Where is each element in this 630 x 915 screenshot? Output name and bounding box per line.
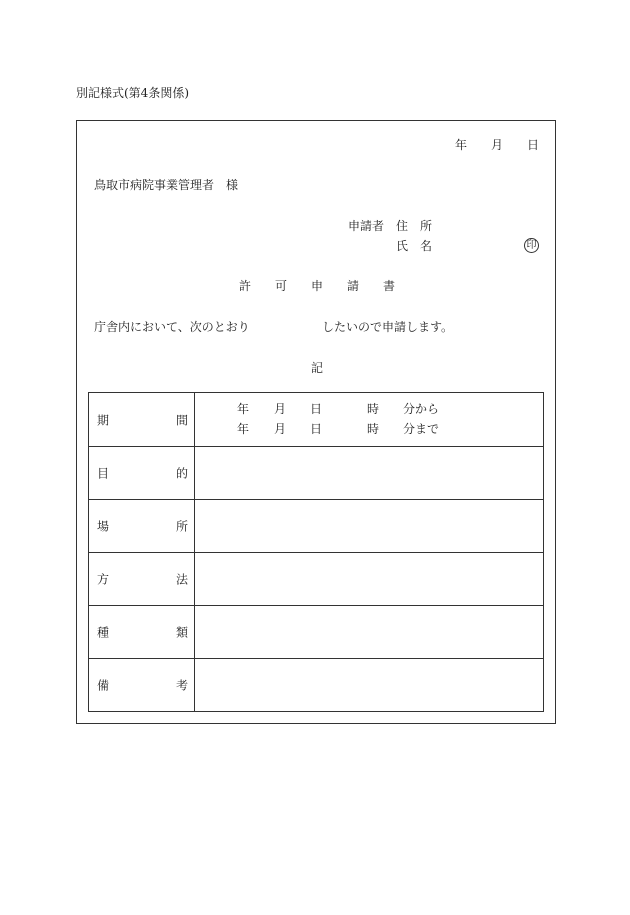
period-from-day: 日 bbox=[310, 402, 323, 416]
method-value-cell[interactable] bbox=[195, 553, 544, 606]
ki-label: 記 bbox=[311, 361, 324, 375]
type-label-cell bbox=[89, 606, 195, 659]
period-to-minute: 分まで bbox=[403, 422, 440, 436]
seal-mark: 印 bbox=[524, 238, 539, 253]
type-value-cell[interactable] bbox=[195, 606, 544, 659]
form-caption: 別記様式(第4条関係) bbox=[76, 86, 189, 100]
place-label-char: 場 bbox=[97, 519, 110, 534]
period-label-cell bbox=[89, 393, 195, 447]
table-row-purpose bbox=[89, 447, 544, 500]
purpose-value-cell[interactable] bbox=[195, 447, 544, 500]
title-char: 可 bbox=[275, 279, 288, 293]
details-table bbox=[88, 392, 544, 712]
table-row-type bbox=[89, 606, 544, 659]
method-label-cell bbox=[89, 553, 195, 606]
period-from-hour: 時 bbox=[367, 402, 380, 416]
date-year: 年 bbox=[455, 138, 468, 152]
applicant-role-label: 申請者 bbox=[348, 219, 385, 233]
period-to-year: 年 bbox=[237, 422, 250, 436]
type-label-char: 類 bbox=[175, 625, 188, 640]
period-from-year: 年 bbox=[237, 402, 250, 416]
place-value-cell[interactable] bbox=[195, 500, 544, 553]
place-label-char: 所 bbox=[175, 519, 188, 534]
purpose-label-char: 的 bbox=[175, 466, 188, 481]
title-char: 許 bbox=[239, 279, 252, 293]
remarks-label-cell bbox=[89, 659, 195, 712]
place-label-cell bbox=[89, 500, 195, 553]
type-label-char: 種 bbox=[97, 625, 110, 640]
period-to-day: 日 bbox=[310, 422, 323, 436]
date-month: 月 bbox=[491, 138, 504, 152]
purpose-label-cell bbox=[89, 447, 195, 500]
table-row-place bbox=[89, 500, 544, 553]
body-text-part1: 庁舎内において、次のとおり bbox=[94, 320, 250, 334]
remarks-label-char: 備 bbox=[97, 678, 110, 693]
period-to-hour: 時 bbox=[367, 422, 380, 436]
remarks-value-cell[interactable] bbox=[195, 659, 544, 712]
period-label-char: 間 bbox=[175, 413, 188, 427]
period-from-month: 月 bbox=[274, 402, 287, 416]
addressee: 鳥取市病院事業管理者 様 bbox=[94, 178, 239, 192]
title-char: 書 bbox=[383, 279, 396, 293]
purpose-label-char: 目 bbox=[97, 466, 110, 481]
period-value-cell[interactable] bbox=[195, 393, 544, 447]
table-row-remarks bbox=[89, 659, 544, 712]
applicant-address-label: 住 所 bbox=[396, 219, 433, 233]
period-label-char: 期 bbox=[97, 413, 110, 427]
period-from-minute: 分から bbox=[403, 402, 440, 416]
table-row-method bbox=[89, 553, 544, 606]
body-text-part2: したいので申請します。 bbox=[322, 320, 454, 334]
method-label-char: 方 bbox=[97, 572, 110, 587]
title-char: 請 bbox=[347, 279, 360, 293]
date-day: 日 bbox=[527, 138, 540, 152]
applicant-name-label: 氏 名 bbox=[396, 239, 433, 253]
remarks-label-char: 考 bbox=[175, 678, 188, 693]
period-to-month: 月 bbox=[274, 422, 287, 436]
title-char: 申 bbox=[311, 279, 324, 293]
table-row-period bbox=[89, 393, 544, 447]
method-label-char: 法 bbox=[175, 572, 188, 587]
